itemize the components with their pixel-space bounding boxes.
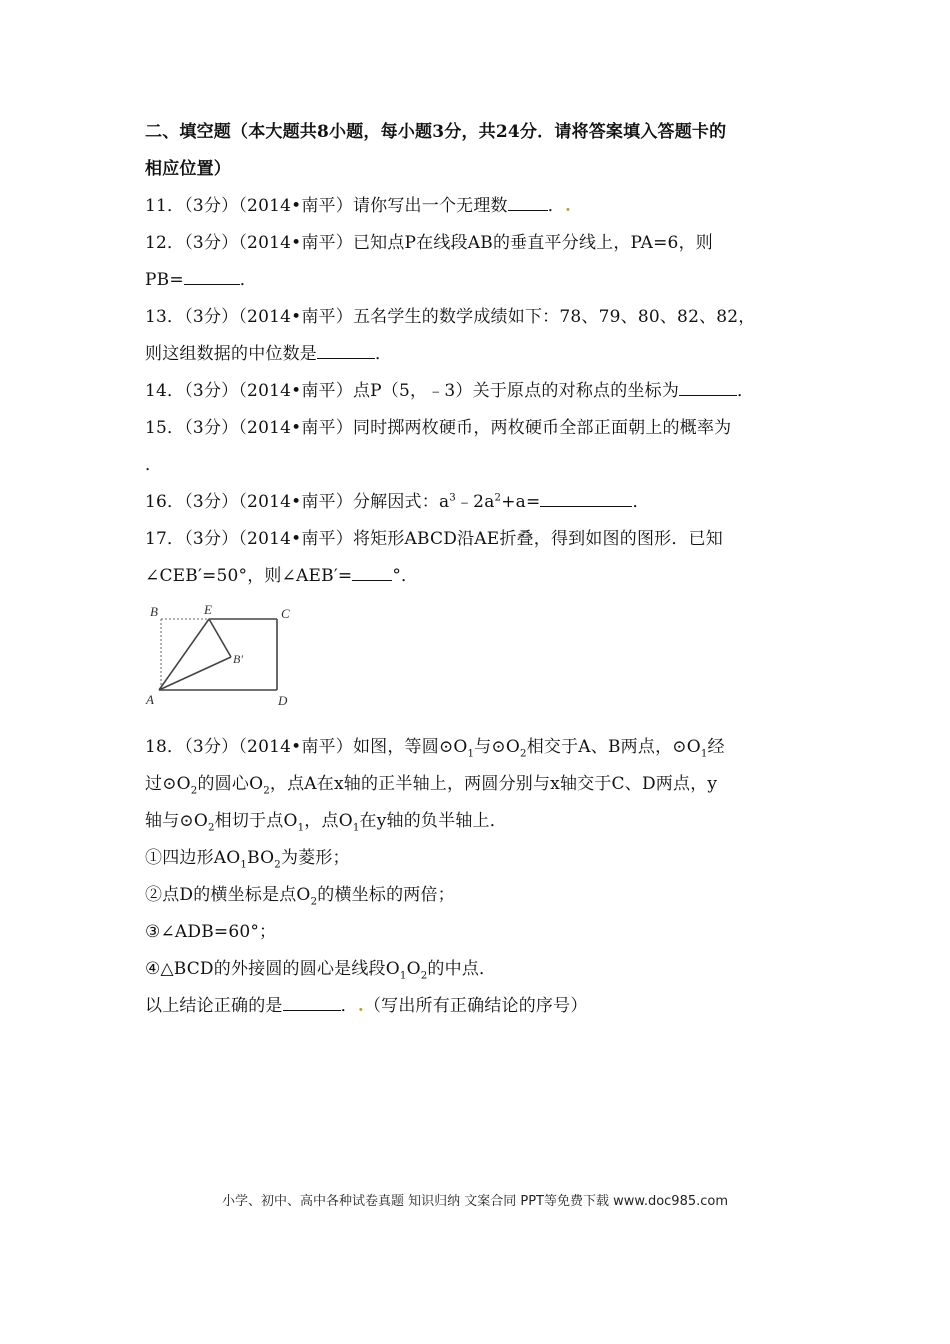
- question-13: 13．（3分）（2014•南平）五名学生的数学成绩如下：78、79、80、82、82，: [145, 307, 756, 327]
- answer-blank: [317, 340, 375, 359]
- answer-blank: [540, 488, 632, 507]
- label-e: E: [204, 602, 212, 617]
- answer-blank: [184, 266, 240, 285]
- conclusion-3: ③∠ADB=60°；: [145, 922, 277, 942]
- label-c: C: [281, 606, 290, 621]
- question-13-line2: 则这组数据的中位数是 ．: [145, 339, 392, 364]
- accent-dot: .: [357, 996, 364, 1016]
- question-12: 12．（3分）（2014•南平）已知点P在线段AB的垂直平分线上，PA=6，则: [145, 233, 713, 253]
- answer-blank: [283, 992, 341, 1011]
- question-17-line2: ∠CEB′=50°，则∠AEB′= °．: [145, 561, 418, 586]
- accent-dot: .: [564, 196, 572, 216]
- question-12-line2: PB= ．: [145, 265, 257, 290]
- question-16: 16．（3分）（2014•南平）分解因式：$a^3﹣2a^2+a=$ ．: [145, 487, 650, 512]
- question-18: 18．（3分）（2014•南平）如图，等圆$⊙O_1$与$⊙O_2$相交于A、B两点，$⊙O_1$经: [145, 737, 725, 760]
- section-title-line2: 相应位置）: [145, 159, 231, 179]
- label-b-prime: B′: [233, 652, 243, 666]
- page-footer: 小学、初中、高中各种试卷真题 知识归纳 文案合同 PPT等免费下载 www.doc985.com: [221, 1194, 729, 1209]
- question-17: 17．（3分）（2014•南平）将矩形ABCD沿AE折叠，得到如图的图形．已知: [145, 529, 723, 549]
- conclusion-4: ④△BCD的外接圆的圆心是线段$O_1O_2$的中点．: [145, 959, 497, 982]
- section-title-line1: 二、填空题（本大题共8小题，每小题3分，共24分．请将答案填入答题卡的: [145, 122, 727, 142]
- question-14: 14．（3分）（2014•南平）点P（5，﹣3）关于原点的对称点的坐标为 ．: [145, 376, 754, 401]
- label-d: D: [278, 693, 288, 708]
- question-15: 15．（3分）（2014•南平）同时掷两枚硬币，两枚硬币全部正面朝上的概率为: [145, 418, 732, 438]
- question-18-line3: 轴与$⊙O_2$相切于点$O_1$，点$O_1$在y轴的负半轴上．: [145, 811, 507, 834]
- question-18-line2: 过$⊙O_2$的圆心$O_2$，点A在x轴的正半轴上，两圆分别与x轴交于C、D两点，y: [145, 774, 718, 797]
- segment-eb-prime: [209, 619, 231, 657]
- answer-blank: [679, 377, 737, 396]
- question-15-line2: ．: [145, 455, 163, 475]
- answer-blank: [508, 192, 548, 211]
- answer-blank: [352, 562, 392, 581]
- rectangle-fold-figure: [145, 597, 305, 709]
- question-11: 11．（3分）（2014•南平）请你写出一个无理数 ．.: [145, 191, 571, 216]
- label-b: B: [150, 604, 158, 619]
- conclusion-1: ①四边形$AO_1BO_2$为菱形；: [145, 848, 350, 871]
- label-a: A: [146, 692, 154, 707]
- question-18-answer-line: 以上结论正确的是 ．.（写出所有正确结论的序号）: [145, 991, 588, 1016]
- conclusion-2: ②点D的横坐标是点$O_2$的横坐标的两倍；: [145, 885, 455, 908]
